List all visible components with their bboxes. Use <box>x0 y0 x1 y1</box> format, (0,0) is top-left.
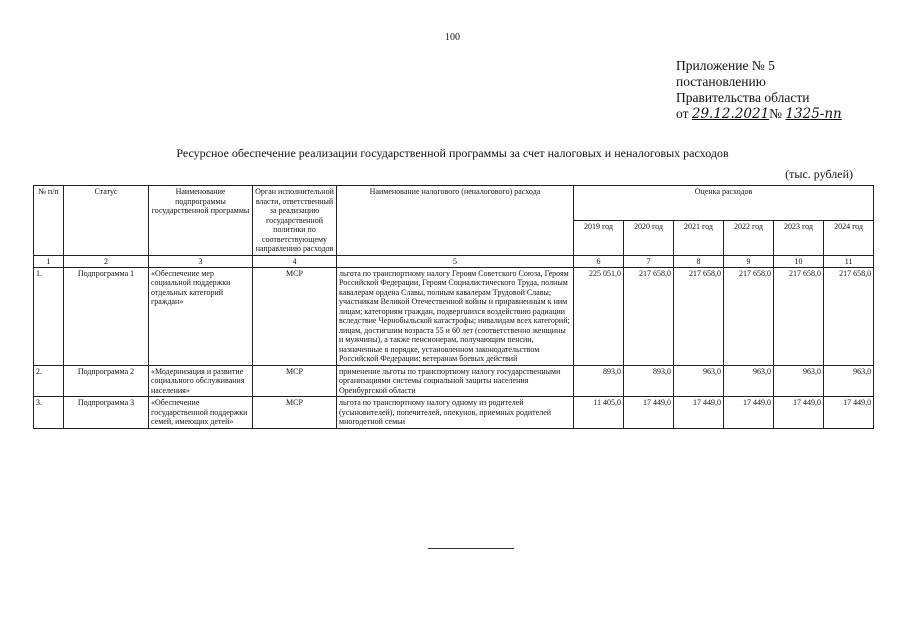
column-number: 6 <box>574 255 624 267</box>
appendix-block <box>676 58 842 122</box>
appendix-line-1: Приложение № 5 <box>676 58 775 73</box>
header-year: 2023 год <box>774 220 824 255</box>
row-subprogram: «Модернизация и развитие социального обслуживания населения» <box>149 365 253 397</box>
header-year: 2024 год <box>824 220 874 255</box>
appendix-line-3: Правительства области <box>676 90 810 105</box>
footer-divider <box>428 548 514 549</box>
units-label: (тыс. рублей) <box>785 167 853 181</box>
column-number: 11 <box>824 255 874 267</box>
column-number: 8 <box>674 255 724 267</box>
header-estimate: Оценка расходов <box>574 186 874 221</box>
appendix-date-line <box>676 106 842 122</box>
number-prefix: № <box>769 106 783 121</box>
row-authority: МСР <box>253 267 337 365</box>
row-value: 225 051,0 <box>574 267 624 365</box>
row-expense: льгота по транспортному налогу Героям Советского Союза, Героям Российской Федерации, Героям Социалистического Труда, полным кавалерам ордена Славы, полным кавалерам Трудовой Славы; участникам Великой Отечественной войны и приравненным к ним лицам; категориям граждан, подвергшихся воздействию радиации вследствие Чернобыльской катастрофы; инвалидам всех категорий; лицам, достигшим возраста 55 и 60 лет (соответственно женщины и мужчины), а также пенсионерам, получающим пенсии, назначенные в порядке, установленном законодательством Российской Федерации; ветеранам боевых действий <box>337 267 574 365</box>
row-value: 17 449,0 <box>774 397 824 429</box>
column-number: 7 <box>624 255 674 267</box>
resolution-date: 29.12.2021 <box>691 106 770 122</box>
table-row <box>34 397 874 429</box>
page-number: 100 <box>445 32 460 43</box>
row-num: 1. <box>34 267 64 365</box>
column-number: 10 <box>774 255 824 267</box>
header-year: 2022 год <box>724 220 774 255</box>
row-value: 17 449,0 <box>724 397 774 429</box>
header-year: 2021 год <box>674 220 724 255</box>
row-value: 217 658,0 <box>824 267 874 365</box>
header-row-1 <box>34 186 874 221</box>
date-prefix: от <box>676 106 689 121</box>
column-number: 4 <box>253 255 337 267</box>
document-title: Ресурсное обеспечение реализации государственной программы за счет налоговых и неналоговых расходов <box>176 146 729 160</box>
row-value: 17 449,0 <box>624 397 674 429</box>
header-year: 2020 год <box>624 220 674 255</box>
row-value: 17 449,0 <box>824 397 874 429</box>
row-subprogram: «Обеспечение мер социальной поддержки отдельных категорий граждан» <box>149 267 253 365</box>
row-value: 963,0 <box>674 365 724 397</box>
row-authority: МСР <box>253 365 337 397</box>
row-status: Подпрограмма 2 <box>64 365 149 397</box>
column-number: 9 <box>724 255 774 267</box>
row-num: 2. <box>34 365 64 397</box>
table-row <box>34 267 874 365</box>
row-value: 217 658,0 <box>674 267 724 365</box>
header-authority: Орган исполнительной власти, ответственный за реализацию государственной политики по соответствующему направлению расходов <box>253 186 337 256</box>
header-subprogram: Наименование подпрограммы государственной программы <box>149 186 253 256</box>
row-num: 3. <box>34 397 64 429</box>
header-expense: Наименование налогового (неналогового) расхода <box>337 186 574 256</box>
row-value: 893,0 <box>624 365 674 397</box>
resource-table <box>33 185 874 429</box>
column-number: 3 <box>149 255 253 267</box>
row-value: 217 658,0 <box>774 267 824 365</box>
row-status: Подпрограмма 3 <box>64 397 149 429</box>
header-year: 2019 год <box>574 220 624 255</box>
appendix-line-2: постановлению <box>676 74 766 89</box>
column-number: 5 <box>337 255 574 267</box>
table-row <box>34 365 874 397</box>
row-value: 11 405,0 <box>574 397 624 429</box>
row-value: 963,0 <box>724 365 774 397</box>
row-value: 17 449,0 <box>674 397 724 429</box>
header-status: Статус <box>64 186 149 256</box>
column-number: 2 <box>64 255 149 267</box>
header-num: № п/п <box>34 186 64 256</box>
row-value: 217 658,0 <box>624 267 674 365</box>
row-authority: МСР <box>253 397 337 429</box>
column-number-row <box>34 255 874 267</box>
row-expense: льгота по транспортному налогу одному из родителей (усыновителей), попечителей, опекунов, приемных родителей многодетной семьи <box>337 397 574 429</box>
column-number: 1 <box>34 255 64 267</box>
resolution-number: 1325-пп <box>785 106 842 122</box>
row-value: 217 658,0 <box>724 267 774 365</box>
row-value: 893,0 <box>574 365 624 397</box>
row-value: 963,0 <box>824 365 874 397</box>
row-subprogram: «Обеспечение государственной поддержки семей, имеющих детей» <box>149 397 253 429</box>
row-status: Подпрограмма 1 <box>64 267 149 365</box>
row-value: 963,0 <box>774 365 824 397</box>
row-expense: применение льготы по транспортному налогу государственными организациями системы социальной защиты населения Оренбургской области <box>337 365 574 397</box>
